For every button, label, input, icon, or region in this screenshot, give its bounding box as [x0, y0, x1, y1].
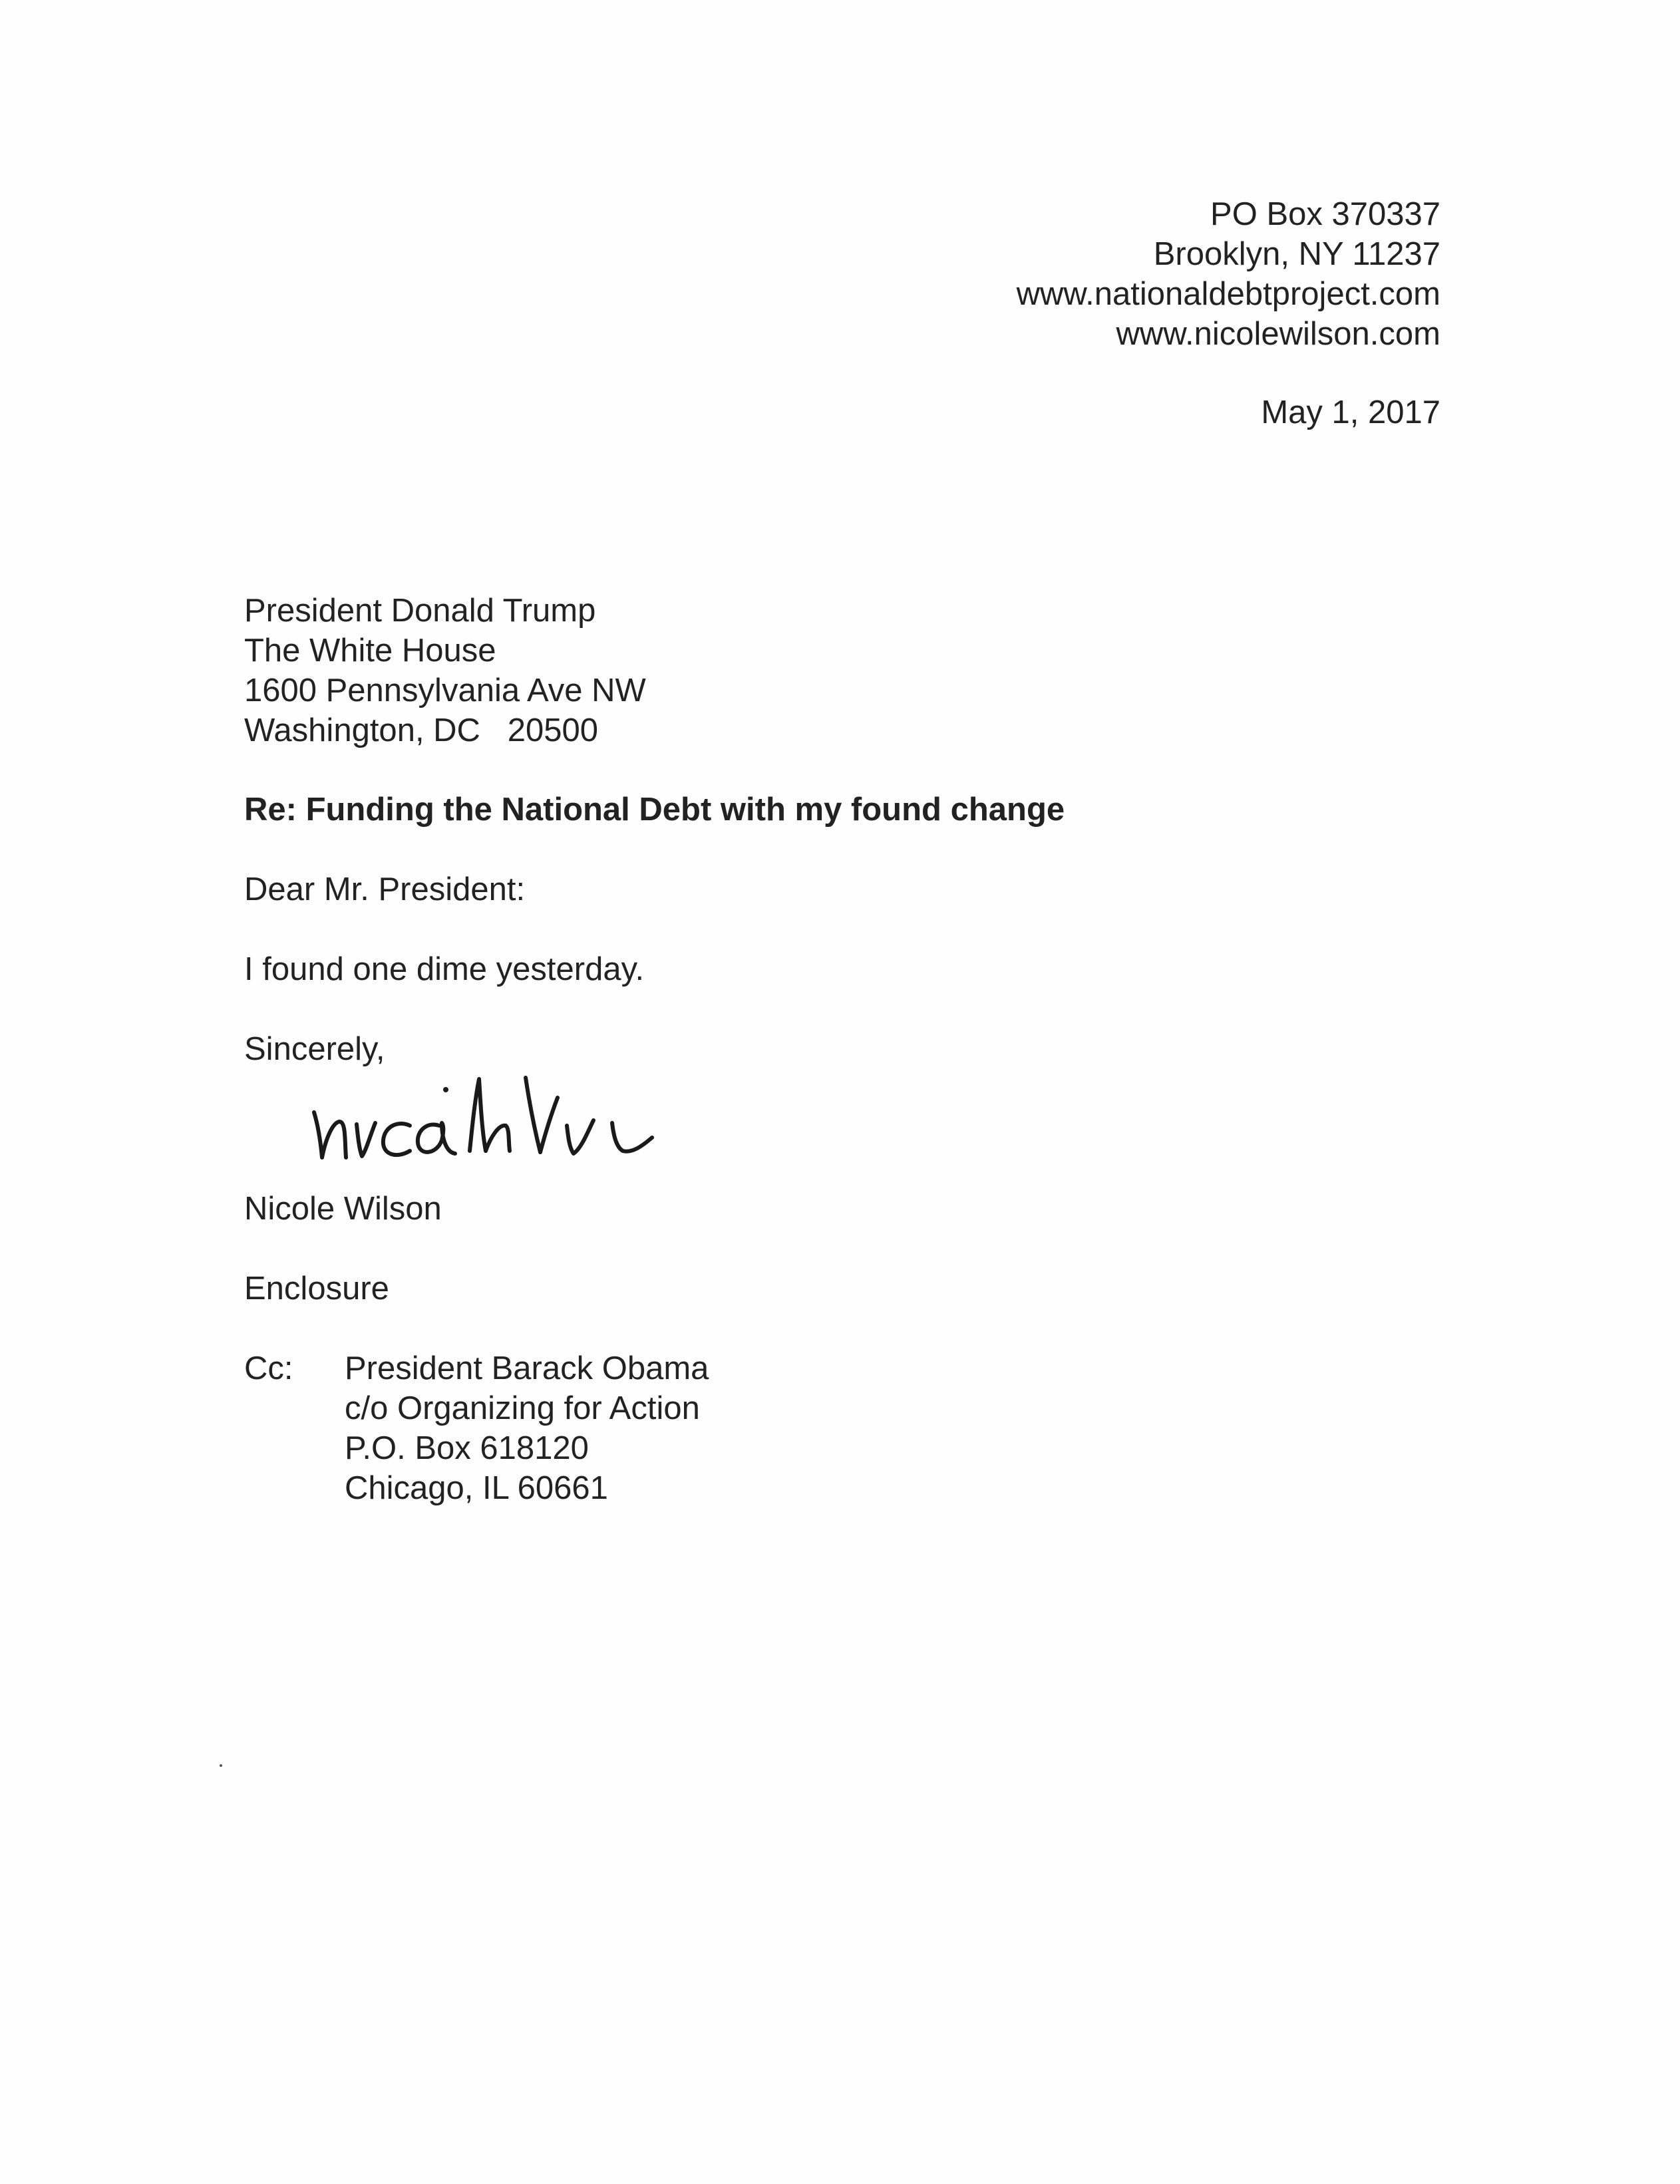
letter-date: May 1, 2017: [1261, 394, 1440, 430]
sender-website-national-debt: www.nationaldebtproject.com: [1016, 276, 1440, 312]
cc-care-of: c/o Organizing for Action: [345, 1390, 700, 1426]
handwritten-signature: [306, 1051, 692, 1171]
salutation: Dear Mr. President:: [244, 871, 526, 907]
closing: Sincerely,: [244, 1031, 385, 1067]
sender-website-personal: www.nicolewilson.com: [1116, 316, 1440, 352]
signer-name: Nicole Wilson: [244, 1191, 442, 1227]
enclosure-notation: Enclosure: [244, 1271, 389, 1307]
subject-line: Re: Funding the National Debt with my found change: [244, 792, 1065, 828]
cc-label: Cc:: [244, 1350, 293, 1386]
sender-po-box: PO Box 370337: [1210, 196, 1440, 232]
recipient-city-state-zip: Washington, DC 20500: [244, 712, 599, 748]
recipient-address-block: [244, 591, 646, 750]
recipient-org: The White House: [244, 633, 496, 669]
letter-body: I found one dime yesterday.: [244, 951, 645, 987]
recipient-street: 1600 Pennsylvania Ave NW: [244, 673, 646, 708]
cc-address-block: [345, 1348, 709, 1508]
recipient-name: President Donald Trump: [244, 593, 596, 629]
sender-address-block: [1017, 194, 1440, 354]
paper-speck: [220, 1764, 222, 1767]
cc-name: President Barack Obama: [345, 1350, 709, 1386]
cc-po-box: P.O. Box 618120: [345, 1430, 589, 1466]
sender-city-state-zip: Brooklyn, NY 11237: [1153, 236, 1440, 272]
cc-city-state-zip: Chicago, IL 60661: [345, 1470, 608, 1506]
